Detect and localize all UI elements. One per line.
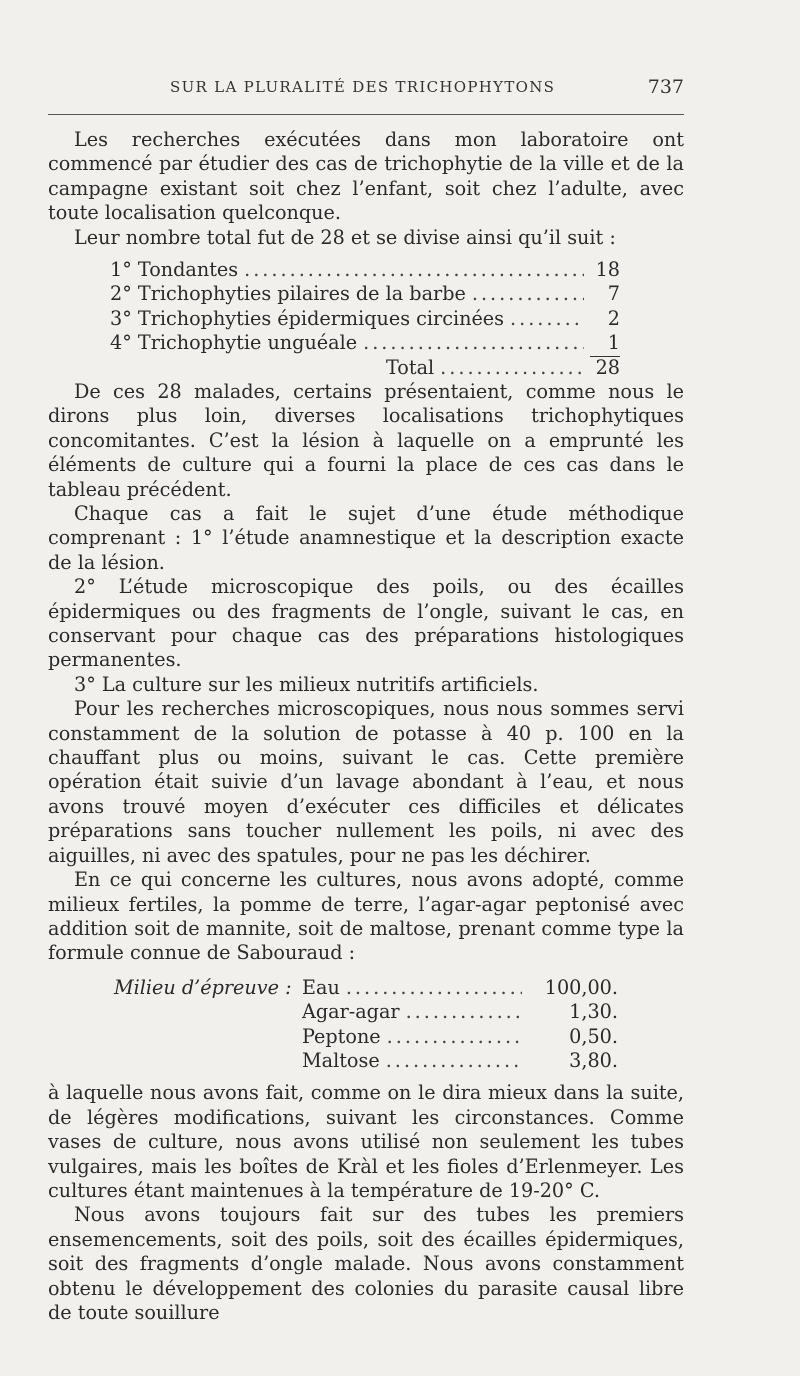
page-header [48, 76, 684, 104]
paragraph: En ce qui concerne les cultures, nous avons adopté, comme milieux fertiles, la pomme de terre, l’agar-agar peptonisé avec addition soit de mannite, soit de maltose, prenant comme type la formule connue de Sabouraud : [48, 868, 684, 965]
paragraph: Pour les recherches microscopiques, nous nous sommes servi constamment de la solution de potasse à 40 p. 100 en la chauffant plus ou moins, suivant le cas. Cette première opération était suivie d’un lavage abondant à l’eau, et nous avons trouvé moyen d’exécuter ces difficiles et délicates préparations sans toucher nullement les poils, ni avec des aiguilles, ni avec des spatules, pour ne pas les déchirer. [48, 697, 684, 867]
medium-row [48, 1025, 684, 1049]
ingredient-name: Peptone [302, 1024, 381, 1048]
dot-leader [406, 1000, 522, 1024]
case-row [48, 307, 684, 331]
paragraph: De ces 28 malades, certains présentaient, comme nous le dirons plus loin, diverses localisations trichophytiques concomitantes. C’est la lésion à laquelle on a emprunté les éléments de culture qui a fourni la place de ces cas dans le tableau précédent. [48, 379, 684, 501]
paragraph: à laquelle nous avons fait, comme on le dira mieux dans la suite, de légères modifications, suivant les circonstances. Comme vases de culture, nous avons utilisé non seulement les tubes vulgaires, mais les boîtes de Kràl et les fioles d’Erlenmeyer. Les cultures étant maintenues à la température de 19-20° C. [48, 1081, 684, 1202]
case-count: 18 [595, 258, 620, 282]
header-rule [48, 114, 684, 115]
medium-title: Milieu d’épreuve : [114, 975, 292, 999]
page-number: 737 [647, 76, 684, 98]
ingredient-name: Agar-agar [302, 1000, 400, 1024]
ingredient-name: Eau [302, 975, 340, 999]
medium-row [48, 1000, 684, 1024]
dot-leader [244, 258, 584, 282]
case-total-row [48, 356, 684, 380]
dot-leader [346, 976, 522, 1000]
ingredient-amount: 0,50. [569, 1024, 618, 1048]
case-label: 2° Trichophyties pilaires de la barbe [110, 282, 466, 306]
medium-row [48, 976, 684, 1000]
running-title: SUR LA PLURALITÉ DES TRICHOPHYTONS [170, 78, 556, 96]
case-count: 2 [607, 306, 620, 330]
paragraph: Nous avons toujours fait sur des tubes les premiers ensemencements, soit des poils, soit des écailles épidermiques, soit des fragments d’ongle malade. Nous avons constamment obtenu le développement des colonies du parasite causal libre de toute souillure [48, 1203, 684, 1324]
dot-leader [386, 1049, 522, 1073]
total-label: Total [386, 355, 435, 379]
case-row [48, 258, 684, 282]
case-label: 3° Trichophyties épidermiques circinées [110, 306, 504, 330]
dot-leader [387, 1025, 522, 1049]
paragraph: Chaque cas a fait le sujet d’une étude méthodique comprenant : 1° l’étude anamnestique et la description exacte de la lésion. [48, 502, 684, 574]
case-table [48, 258, 684, 380]
ingredient-amount: 3,80. [569, 1048, 618, 1072]
medium-row [48, 1049, 684, 1073]
case-row [48, 282, 684, 306]
ingredient-amount: 100,00. [544, 975, 618, 999]
paragraph: Les recherches exécutées dans mon laboratoire ont commencé par étudier des cas de trichophytie de la ville et de la campagne existant soit chez l’enfant, soit chez l’adulte, avec toute localisation quelconque. [48, 128, 684, 225]
dot-leader [510, 307, 584, 331]
paragraph: 3° La culture sur les milieux nutritifs artificiels. [74, 672, 539, 696]
ingredient-name: Maltose [302, 1048, 380, 1072]
dot-leader [472, 282, 584, 306]
ingredient-amount: 1,30. [569, 1000, 618, 1024]
paragraph: 2° L’étude microscopique des poils, ou des écailles épidermiques ou des fragments de l’ongle, suivant le cas, en conservant pour chaque cas des préparations histologiques permanentes. [48, 575, 684, 672]
case-row [48, 331, 684, 355]
case-label: 1° Tondantes [110, 258, 239, 282]
case-count: 7 [607, 282, 620, 306]
culture-medium-formula [48, 976, 684, 1074]
body-text [48, 128, 684, 1325]
paragraph: Leur nombre total fut de 28 et se divise ainsi qu’il suit : [74, 225, 616, 249]
case-count: 1 [590, 331, 620, 356]
dot-leader [363, 331, 584, 355]
case-label: 4° Trichophytie unguéale [110, 331, 358, 355]
dot-leader [440, 356, 584, 380]
total-count: 28 [595, 355, 620, 379]
